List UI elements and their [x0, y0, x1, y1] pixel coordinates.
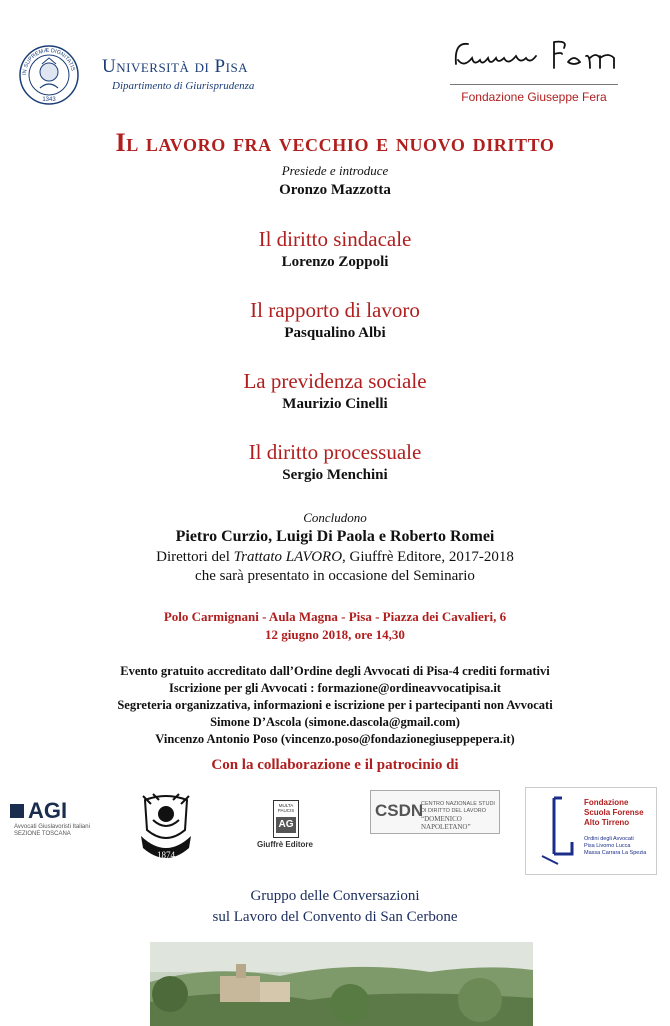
event-date: 12 giugno 2018, ore 14,30 [265, 627, 405, 642]
scuola-forense-subtitle [584, 836, 654, 857]
giuffre-mark [273, 800, 299, 838]
csdn-name: “DOMENICO NAPOLETANO” [421, 815, 471, 831]
giuffre-name: Giuffrè Editore [256, 840, 313, 849]
convent-photo [150, 942, 533, 1026]
info-line: Vincenzo Antonio Poso (vincenzo.poso@fondazionegiuseppepera.it) [155, 732, 515, 746]
treatise-line-post: , Giuffrè Editore, 2017-2018 [342, 549, 514, 565]
venue-location: Polo Carmignani - Aula Magna - Pisa - Piazza dei Cavalieri, 6 [163, 609, 507, 624]
info-line: Segreteria organizzativa, informazioni e iscrizione per i partecipanti non Avvocati [117, 698, 553, 712]
info-line: Iscrizione per gli Avvocati : formazione@ordineavvocatipisa.it [169, 681, 501, 695]
fsf-title-line: Alto Tirreno [584, 818, 630, 827]
agi-subtitle: Avvocati Giuslavoristi Italiani [14, 824, 90, 830]
foundation-name: Fondazione Giuseppe Fera [461, 90, 607, 104]
session-speaker: Sergio Menchini [282, 467, 388, 483]
session-speaker: Lorenzo Zoppoli [281, 254, 389, 270]
agi-logo [8, 790, 108, 840]
treatise-line [0, 549, 670, 566]
treatise-title: Trattato LAVORO [233, 549, 343, 565]
department-name: Dipartimento di Giurisprudenza [112, 80, 255, 92]
agi-square-icon [10, 804, 24, 818]
agi-text: AGI [28, 798, 68, 823]
info-line: Evento gratuito accreditato dall’Ordine degli Avvocati di Pisa-4 crediti formativi [120, 664, 550, 678]
fsf-sub-line: Massa Carrara La Spezia [584, 850, 647, 857]
crest-year: 1874 [157, 850, 175, 860]
signature-logo [450, 34, 620, 78]
event-title: Il lavoro fra vecchio e nuovo diritto [115, 128, 555, 157]
giuffre-editore-logo [240, 800, 330, 852]
csdn-logo [370, 790, 500, 834]
scuola-forense-title [584, 798, 644, 828]
session-topic: Il rapporto di lavoro [250, 298, 420, 322]
conclusion-label: Concludono [303, 510, 367, 525]
seal-year: 1343 [42, 97, 56, 103]
seal-motto: IN SUPREMÆ DIGNITATIS [21, 47, 76, 76]
session-speaker: Maurizio Cinelli [282, 396, 388, 412]
session-topic: Il diritto sindacale [258, 227, 412, 251]
crest-logo [135, 790, 197, 870]
intro-speaker: Oronzo Mazzotta [279, 182, 391, 198]
scuola-forense-logo [525, 787, 657, 875]
info-line: Simone D’Ascola (simone.dascola@gmail.com) [210, 715, 460, 729]
fsf-title-line: Fondazione [584, 798, 629, 807]
scuola-forense-emblem-icon [532, 794, 580, 868]
group-name-line-1: Gruppo delle Conversazioni [250, 888, 420, 904]
university-seal-logo [18, 44, 80, 106]
intro-label: Presiede e introduce [281, 163, 389, 178]
csdn-abbreviation: CSDN [375, 801, 424, 820]
university-name: Università di Pisa [102, 56, 249, 77]
treatise-line-pre: Direttori del [156, 549, 234, 565]
fsf-sub-line: Pisa Livorno Lucca [584, 843, 631, 850]
session-topic: La previdenza sociale [243, 369, 427, 393]
agi-region: SEZIONE TOSCANA [14, 831, 71, 837]
csdn-subtitle: CENTRO NAZIONALE STUDI DI DIRITTO DEL LAVORO [421, 801, 495, 815]
session-topic: Il diritto processuale [248, 440, 422, 464]
conclusion-speakers: Pietro Curzio, Luigi Di Paola e Roberto Romei [175, 528, 495, 545]
collaboration-title: Con la collaborazione e il patrocinio di [211, 757, 459, 773]
group-name-line-2: sul Lavoro del Convento di San Cerbone [212, 909, 458, 925]
giuffre-ag-mark: AG [276, 817, 296, 833]
fsf-title-line: Scuola Forense [584, 808, 644, 817]
session-speaker: Pasqualino Albi [284, 325, 386, 341]
foundation-divider [450, 84, 618, 85]
fsf-sub-line: Ordini degli Avvocati [584, 836, 634, 842]
giuffre-motto: MULTA PAUCIS [277, 803, 295, 813]
presentation-note: che sarà presentato in occasione del Seminario [195, 568, 475, 584]
